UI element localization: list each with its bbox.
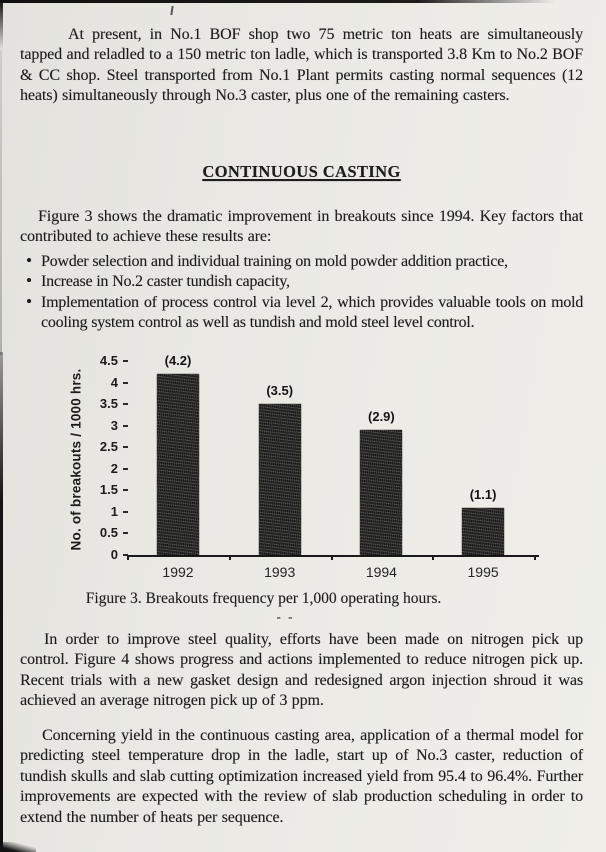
bar-value-label-1992: (4.2) <box>164 352 192 368</box>
x-axis-line <box>127 555 539 557</box>
figure3-caption: Figure 3. Breakouts frequency per 1,000 operating hours. <box>85 590 442 607</box>
paragraph-yield: Concerning yield in the continuous casting area, application of a thermal model for predicting steel temperature drop in the ladle, start up of No.3 caster, reduction of tundish skulls and slab cutting optimization increased yield from 95.4 to 96.4%. Further improvements are expected with the review of slab production scheduling in order to extend the number of heats per sequence. <box>20 727 583 826</box>
y-tick-label: 4.5 <box>99 353 118 368</box>
stray-dash-marks: - - <box>276 609 295 624</box>
y-tick-mark <box>123 446 128 448</box>
bar-value-label-1995: (1.1) <box>469 486 497 502</box>
y-tick-label: 0 <box>110 547 118 562</box>
x-axis-boundary-tick <box>331 555 333 560</box>
x-axis-boundary-tick <box>127 555 129 560</box>
y-tick-label: 1.5 <box>99 482 118 498</box>
y-tick-label: 3.5 <box>99 396 118 412</box>
x-axis-boundary-tick <box>229 555 231 560</box>
scan-edge-top <box>0 0 556 3</box>
bar-1994 <box>360 430 402 555</box>
y-tick-mark <box>123 511 128 513</box>
y-tick-mark <box>123 489 128 491</box>
y-tick-mark <box>123 403 128 405</box>
x-axis-boundary-tick <box>432 555 434 560</box>
list-item-tundish-capacity: • Increase in No.2 caster tundish capacity, <box>20 272 583 292</box>
bar-1995 <box>462 508 504 555</box>
y-tick-label: 2.5 <box>99 439 118 455</box>
y-tick-label: 1 <box>110 503 118 519</box>
bar-1992 <box>157 374 199 555</box>
x-tick-label-1992: 1992 <box>162 564 194 580</box>
y-tick-label: 2 <box>110 460 118 476</box>
y-tick-mark <box>123 425 128 427</box>
x-tick-label-1994: 1994 <box>365 564 397 580</box>
y-tick-mark <box>123 382 128 384</box>
bar-value-label-1994: (2.9) <box>368 408 395 424</box>
paragraph-bof-shop: At present, in No.1 BOF shop two 75 metric ton heats are simultaneously tapped and reladled to a 150 metric ton ladle, which is transported 3.8 Km to No.2 BOF & CC shop. Steel transported from No.1 Plant permits casting normal sequences (12 heats) simultaneously through No.3 caster, plus one of the remaining casters. <box>20 26 583 105</box>
bar-1993 <box>259 404 301 555</box>
scan-edge-left-top <box>0 0 3 50</box>
scan-speck-mark <box>170 6 173 15</box>
y-tick-label: 3 <box>110 417 118 433</box>
y-axis-title: No. of breakouts / 1000 hrs. <box>68 368 84 551</box>
paragraph-figure3-intro: Figure 3 shows the dramatic improvement in breakouts since 1994. Key factors that contributed to achieve these results are: <box>20 208 583 246</box>
x-tick-label-1993: 1993 <box>264 564 296 580</box>
y-tick-mark <box>123 468 128 470</box>
bar-value-label-1993: (3.5) <box>266 383 294 399</box>
list-item-process-control: • Implementation of process control via level 2, which provides valuable tools on mold cooling system control as well as tundish and mold steel level control. <box>20 293 583 334</box>
key-factors-list <box>20 252 583 334</box>
y-tick-mark <box>123 532 128 534</box>
figure3-bar-chart <box>20 347 583 585</box>
x-tick-label-1995: 1995 <box>467 564 499 580</box>
scan-corner-smudge <box>0 842 36 852</box>
section-heading-continuous-casting: CONTINUOUS CASTING <box>202 162 401 181</box>
x-axis-boundary-tick <box>534 555 536 560</box>
y-tick-mark <box>123 360 128 362</box>
list-item-powder-selection: • Powder selection and individual training on mold powder addition practice, <box>20 252 583 272</box>
paragraph-nitrogen-pickup: In order to improve steel quality, efforts have been made on nitrogen pick up control. Figure 4 shows progress and actions implemented to reduce nitrogen pick up. Recent trials with a new gasket design and redesigned argon injection shroud it was achieved an average nitrogen pick up of 3 ppm. <box>20 631 583 710</box>
scan-edge-left-middle <box>0 50 2 355</box>
y-tick-label: 4 <box>110 374 118 390</box>
y-tick-label: 0.5 <box>99 525 118 541</box>
